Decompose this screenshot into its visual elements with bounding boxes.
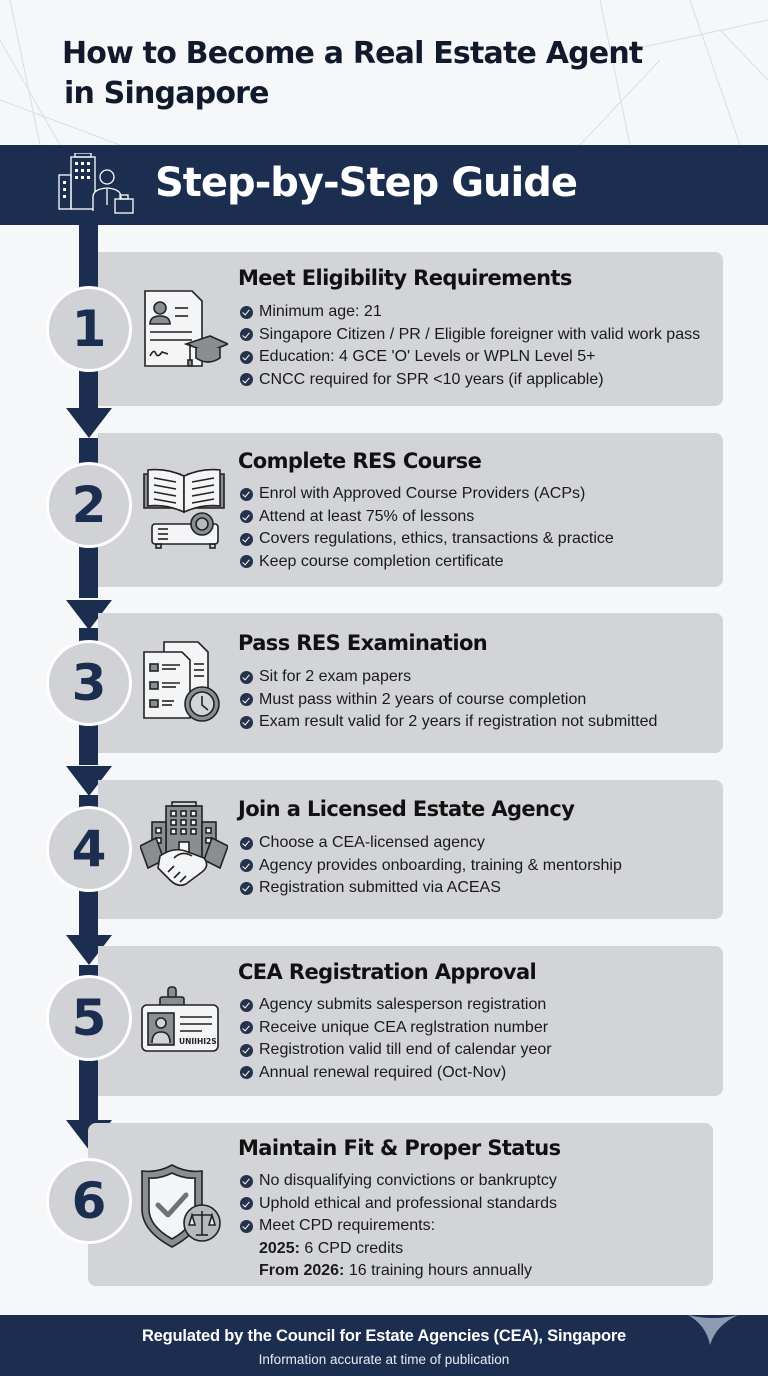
check-icon [240,510,253,523]
step-number-3: 3 [46,640,132,726]
bullet-item: Enrol with Approved Course Providers (ACPs) [240,483,614,506]
step-bullets-1 [240,301,700,391]
check-icon [240,859,253,872]
bullet-item: Education: 4 GCE 'O' Levels or WPLN Level 5+ [240,346,700,369]
check-icon [240,1175,253,1188]
check-icon [240,533,253,546]
check-icon [240,1066,253,1079]
check-icon [240,837,253,850]
step-number-1: 1 [46,286,132,372]
building-agent-icon [55,153,137,215]
step-number-4: 4 [46,806,132,892]
book-projector-icon [140,464,228,552]
step-title-2: Complete RES Course [238,449,482,473]
step-title-1: Meet Eligibility Requirements [238,266,572,290]
check-icon [240,555,253,568]
shield-check-scales-icon [140,1163,228,1251]
bullet-item: Agency submits salesperson registration [240,994,552,1017]
decorative-star-icon [688,1315,738,1345]
banner-title: Step-by-Step Guide [155,160,577,206]
check-icon [240,373,253,386]
bullet-item: Must pass within 2 years of course completion [240,689,657,712]
step-bullets-5 [240,994,552,1084]
check-icon [240,716,253,729]
bullet-item: Exam result valid for 2 years if registration not submitted [240,711,657,734]
footer [0,1315,768,1376]
page-title [62,34,752,114]
check-icon [240,328,253,341]
step-number-5: 5 [46,975,132,1061]
footer-regulator: Regulated by the Council for Estate Agencies (CEA), Singapore [141,1327,627,1345]
bullet-item: Meet CPD requirements: [240,1215,557,1238]
step-bullets-2 [240,483,614,573]
check-icon [240,1197,253,1210]
title-line-1: How to Become a Real Estate Agent [62,36,643,71]
cpd-sub-item-2025: 2025: 6 CPD credits [259,1239,404,1257]
step-title-4: Join a Licensed Estate Agency [238,797,575,821]
bullet-item: Keep course completion certificate [240,551,614,574]
check-icon [240,671,253,684]
bullet-item: Choose a CEA-licensed agency [240,832,622,855]
id-badge-icon [140,985,228,1073]
step-bullets-3 [240,666,657,734]
step-bullets-6 [240,1170,557,1283]
check-icon [240,488,253,501]
step-title-3: Pass RES Examination [238,631,488,655]
bullet-item: Singapore Citizen / PR / Eligible foreigner with valid work pass [240,324,700,347]
bullet-item: Agency provides onboarding, training & mentorship [240,855,622,878]
check-icon [240,693,253,706]
exam-papers-clock-icon [140,638,228,726]
bullet-item: No disqualifying convictions or bankruptcy [240,1170,557,1193]
cpd-sub-item-2026: From 2026: 16 training hours annually [259,1262,533,1280]
check-icon [240,1220,253,1233]
bullet-item: Registrotion valid till end of calendar yeor [240,1039,552,1062]
check-icon [240,882,253,895]
bullet-item: Registration submitted via ACEAS [240,877,622,900]
check-icon [240,306,253,319]
bullet-item: Attend at least 75% of lessons [240,506,614,529]
bullet-item: Covers regulations, ethics, transactions & practice [240,528,614,551]
building-handshake-icon [140,800,228,888]
step-number-6: 6 [46,1158,132,1244]
bullet-item: CNCC required for SPR <10 years (if applicable) [240,369,700,392]
check-icon [240,351,253,364]
bullet-item: Uphold ethical and professional standards [240,1193,557,1216]
step-title-5: CEA Registration Approval [238,960,537,984]
guide-banner [0,145,768,225]
resume-graduation-cap-icon [140,286,228,374]
badge-text: UNIIHI2S [179,1037,217,1046]
title-line-2: in Singapore [64,76,269,111]
check-icon [240,1044,253,1057]
check-icon [240,1021,253,1034]
step-bullets-4 [240,832,622,900]
bullet-item: Receive unique CEA reglstration number [240,1017,552,1040]
bullet-item: Minimum age: 21 [240,301,700,324]
bullet-item: Sit for 2 exam papers [240,666,657,689]
step-number-2: 2 [46,462,132,548]
check-icon [240,999,253,1012]
bullet-item: Annual renewal required (Oct-Nov) [240,1062,552,1085]
footer-disclaimer: Information accurate at time of publication [258,1352,510,1367]
step-title-6: Maintain Fit & Proper Status [238,1136,561,1160]
